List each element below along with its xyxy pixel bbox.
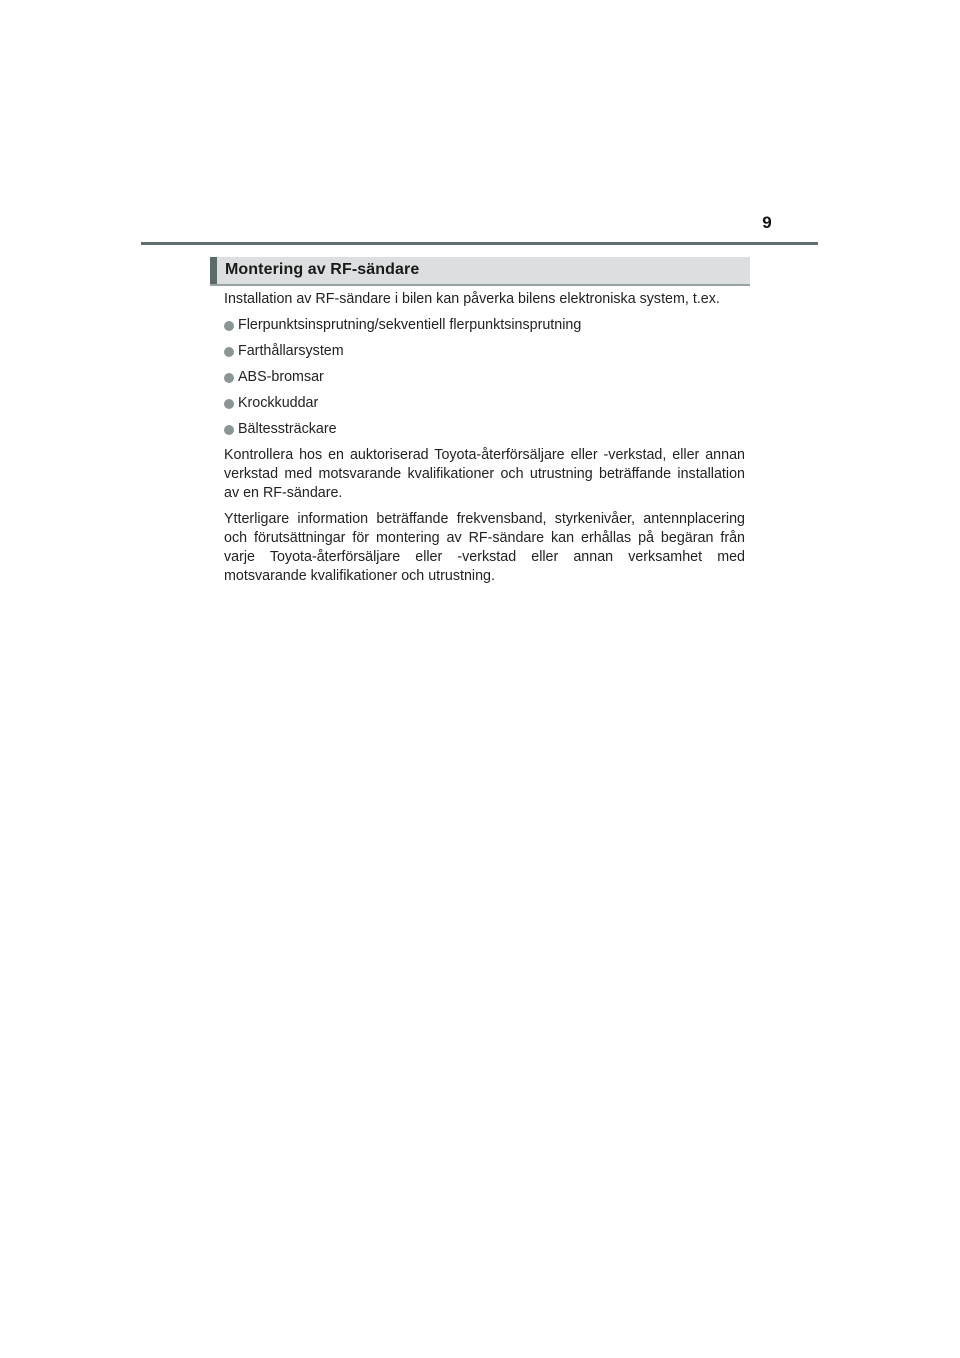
section-header-accent [210,257,217,284]
bullet-icon [224,321,234,331]
bullet-label: ABS-bromsar [238,369,324,385]
bullet-label: Flerpunktsinsprutning/sekventiell flerpunktsinsprutning [238,317,582,333]
bullet-icon [224,347,234,357]
section-header [210,257,750,284]
section-content [224,290,745,586]
section-title: Montering av RF-sändare [225,261,420,278]
paragraph-information: Ytterligare information beträffande frekvensband, styrkenivåer, antennplacering och förutsättningar för montering av RF-sändare kan erhållas på begäran från varje Toyota-återförsäljare eller -verkstad eller annan verksamhet med motsvarande kvalifikationer och utrustning. [224,511,745,584]
bullet-label: Krockkuddar [238,395,319,411]
page-number: 9 [762,213,772,232]
bullet-item [224,394,745,413]
bullet-label: Bältessträckare [238,421,337,437]
bullet-item [224,342,745,361]
bullet-label: Farthållarsystem [238,343,344,359]
paragraph-contact: Kontrollera hos en auktoriserad Toyota-återförsäljare eller -verkstad, eller annan verkstad med motsvarande kvalifikationer och utrustning beträffande installation av en RF-sändare. [224,447,745,501]
bullet-icon [224,399,234,409]
section-header-underline [210,284,750,286]
header-rule [141,242,818,245]
bullet-icon [224,373,234,383]
bullet-icon [224,425,234,435]
bullet-item [224,420,745,439]
intro-text: Installation av RF-sändare i bilen kan påverka bilens elektroniska system, t.ex. [224,291,720,307]
bullet-item [224,368,745,387]
bullet-item [224,316,745,335]
